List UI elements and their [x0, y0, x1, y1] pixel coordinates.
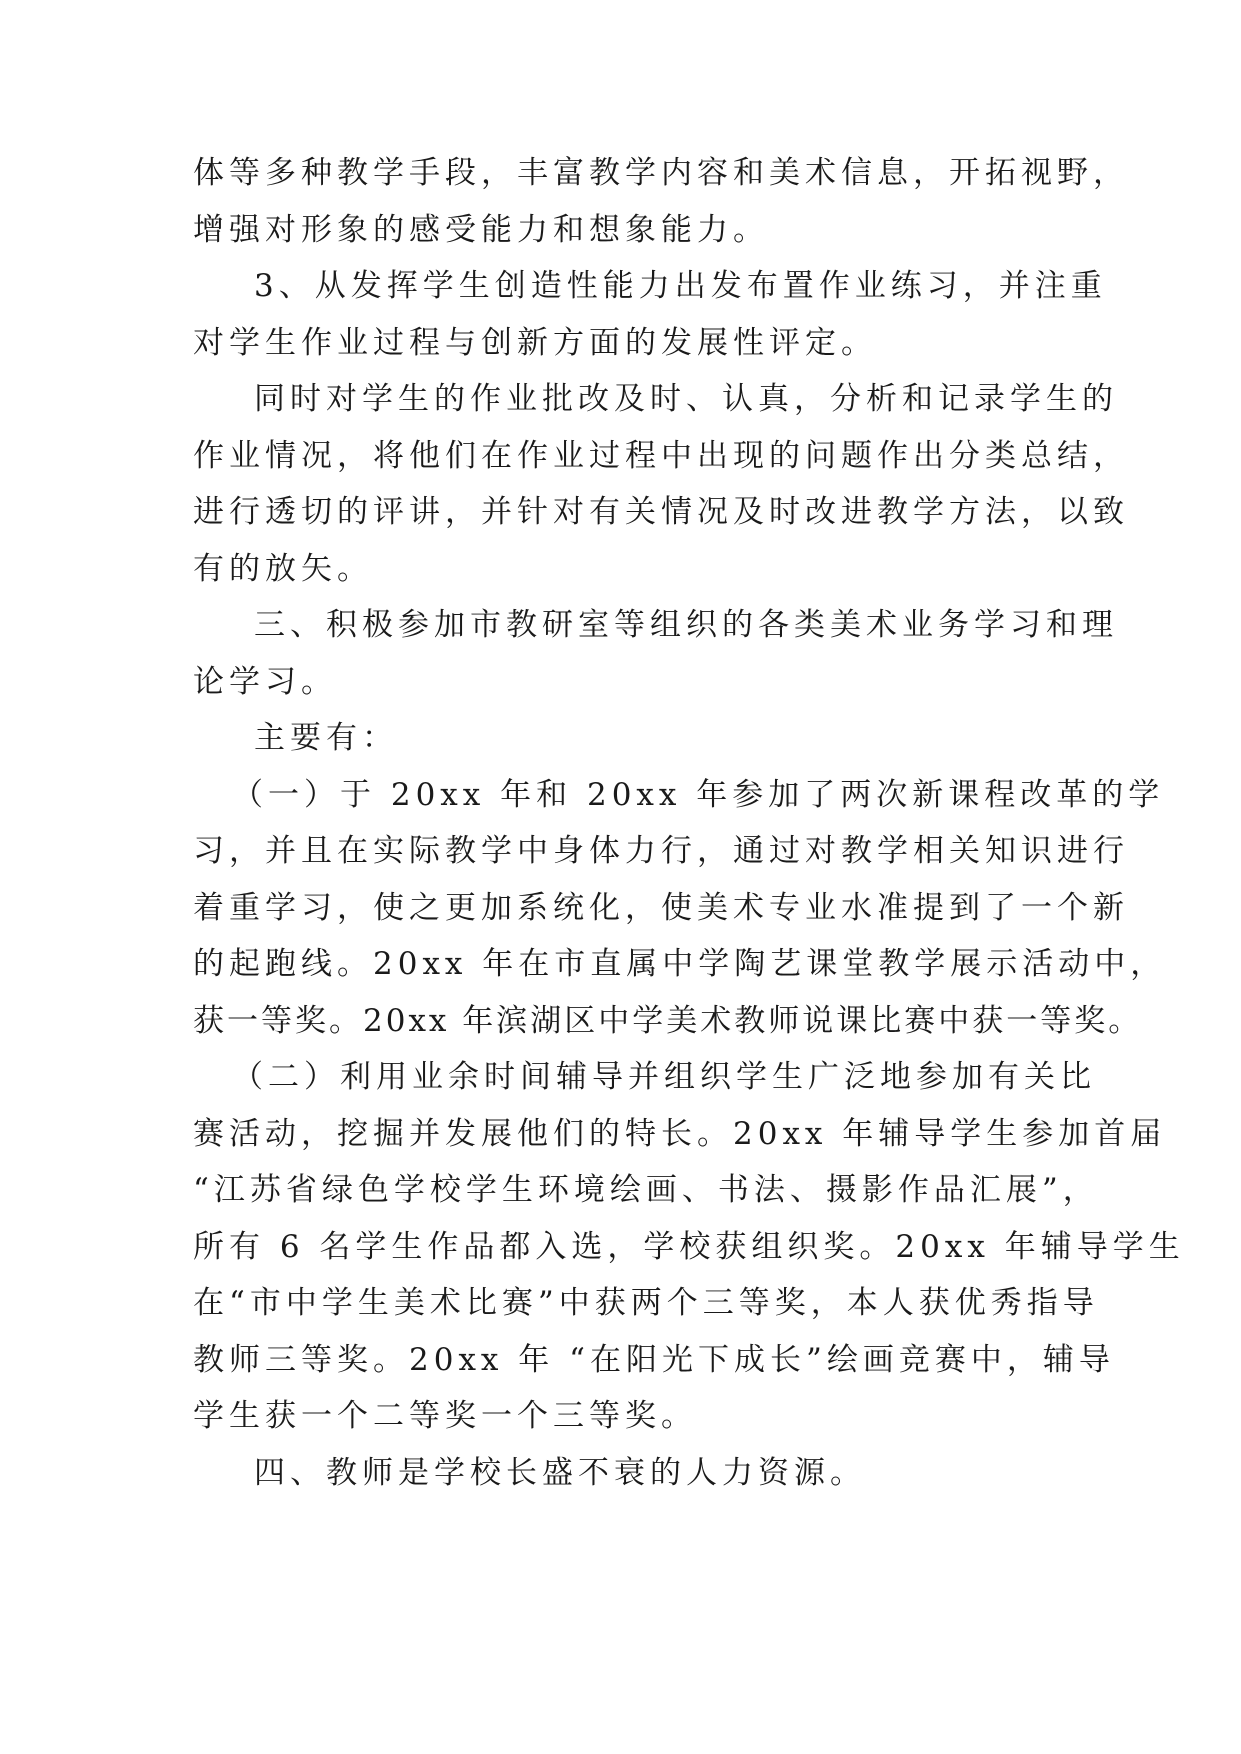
text-line: 的起跑线。20xx 年在市直属中学陶艺课堂教学展示活动中，	[193, 946, 1167, 982]
paragraph-first-line: 主要有：	[254, 720, 398, 756]
text-line: “江苏省绿色学校学生环境绘画、书法、摄影作品汇展”，	[193, 1172, 1099, 1208]
text-line: 进行透切的评讲，并针对有关情况及时改进教学方法，以致	[193, 494, 1129, 530]
paragraph-first-line: 3、从发挥学生创造性能力出发布置作业练习，并注重	[254, 268, 1107, 304]
text-line: 体等多种教学手段，丰富教学内容和美术信息，开拓视野，	[193, 155, 1129, 191]
text-line: 有的放矢。	[193, 551, 373, 587]
text-line: 获一等奖。20xx 年滨湖区中学美术教师说课比赛中获一等奖。	[193, 1003, 1143, 1039]
text-line: 着重学习，使之更加系统化，使美术专业水准提到了一个新	[193, 890, 1129, 926]
text-line: 作业情况，将他们在作业过程中出现的问题作出分类总结，	[193, 438, 1129, 474]
paragraph-first-line: （二）利用业余时间辅导并组织学生广泛地参加有关比	[232, 1059, 1096, 1095]
text-line: 赛活动，挖掘并发展他们的特长。20xx 年辅导学生参加首届	[193, 1116, 1167, 1152]
paragraph-first-line: （一）于 20xx 年和 20xx 年参加了两次新课程改革的学	[232, 777, 1165, 813]
paragraph-first-line: 同时对学生的作业批改及时、认真，分析和记录学生的	[254, 381, 1118, 417]
text-line: 对学生作业过程与创新方面的发展性评定。	[193, 325, 877, 361]
text-line: 习，并且在实际教学中身体力行，通过对教学相关知识进行	[193, 833, 1129, 869]
text-line: 增强对形象的感受能力和想象能力。	[193, 212, 769, 248]
text-line: 论学习。	[193, 664, 337, 700]
text-line: 所有 6 名学生作品都入选，学校获组织奖。20xx 年辅导学生	[193, 1229, 1185, 1265]
section-heading: 三、积极参加市教研室等组织的各类美术业务学习和理	[254, 607, 1118, 643]
section-heading: 四、教师是学校长盛不衰的人力资源。	[254, 1455, 866, 1491]
text-line: 学生获一个二等奖一个三等奖。	[193, 1398, 697, 1434]
text-line: 教师三等奖。20xx 年 “在阳光下成长”绘画竞赛中，辅导	[193, 1342, 1115, 1378]
text-line: 在“市中学生美术比赛”中获两个三等奖，本人获优秀指导	[193, 1285, 1099, 1321]
